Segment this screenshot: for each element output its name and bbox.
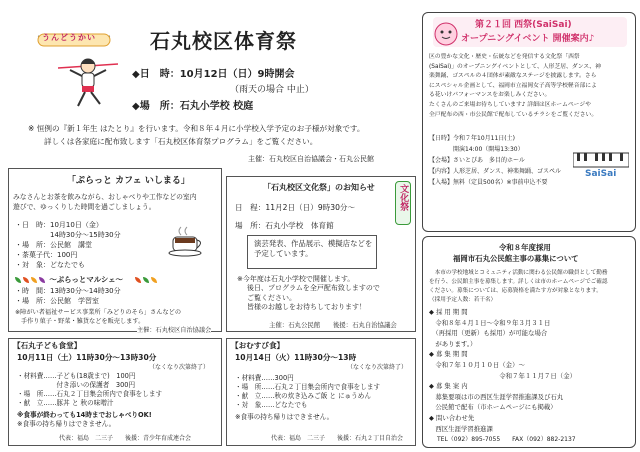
sports-place: ◆場 所：石丸小学校 校庭 [132,101,254,112]
cafe-section [8,168,222,332]
saisai-details [429,133,561,188]
culture-title: 「石丸校区文化祭」のお知らせ [263,183,375,192]
kids-date-note: （なくなり次第終了） [149,364,210,371]
recruit-body-line: 本市の学校地域とコミュニティ活動に関わる公民館の職員として勤務 [429,270,608,276]
omusubi-date: 10月14日（火）11時30分～13時 [235,353,357,362]
kids-date: 10月11日（土）11時30分～13時30分 [17,353,157,362]
saisai-detail: 【内容】人形芝居、ダンス、神楽舞踊、ゴスペル [429,168,562,175]
recruit-item: ◆ 採 用 期 間 [429,308,468,316]
cafe-details [15,221,121,271]
vegetable-icon [39,277,45,283]
culture-note: ご覧ください。 [247,293,296,302]
sports-note-2: 詳しくは各家庭に配布致します「石丸校区体育祭プログラム」をご覧ください。 [44,137,318,146]
coffee-cup-icon [167,225,207,260]
culture-program-line: 予定しています。 [254,248,313,258]
marche-details [15,287,121,307]
cafe-item: ・日 時：10月10日（金） [15,221,103,229]
recruit-item: ◆ 募 集 案 内 [429,382,468,391]
saisai-detail: 開演14:00（開場13:30） [429,146,524,153]
culture-program-line: 演芸発表、作品展示、模擬店などを [254,239,373,248]
culture-note: 皆様のお越しをお待ちしております！ [247,303,366,312]
recruit-item: 令和７年１１月７日（金） [429,371,576,380]
kids-item: ・場 所……石丸２丁目集会所内で食事をします [17,390,163,398]
culture-notes [237,275,380,313]
saisai-detail: 【会場】さいとぴあ 多目的ホール [429,157,525,164]
kids-item: ・材料費……子ども(18歳まで) 100円 [17,372,136,380]
vegetable-icon [151,277,157,283]
recruit-item: 令和８年４月１日～令和９年３月３１日 [429,318,551,327]
omusubi-section [226,338,416,446]
sports-note-1: ※ 恒例の『新１年生 はたとり』を行います。令和８年４月に小学校入学予定のお子様が対象です。 [28,124,365,133]
recruit-item: ◆ 問い合わせ先 [429,413,475,422]
vegetable-icon [135,277,141,283]
recruit-body-line: （採用予定人数：若干名） [429,297,497,303]
omusubi-sponsor: 代表：福島 二三子 後援：石丸２丁目自治会 [271,435,404,442]
omusubi-date-note: （なくなり次第終了） [347,364,408,371]
recruit-item: （再採用（更新）も採用）が可能な場合 [429,329,548,338]
omusubi-item: ・献 立……秋の炊き込みご飯 と にゅうめん [235,392,371,400]
recruit-item: ◆ 募 集 期 間 [429,350,468,359]
saisai-body-line: にスペシャル企画として、福岡市立福岡女子高等学校軽音部によ [429,82,597,89]
marche-note-2: 手作り菓子・野菜・雑貨などを販売します。 [21,318,145,325]
recruit-title-2: 福岡市石丸公民館主事の募集について [453,254,579,263]
omusubi-item: ・材料費……300円 [235,374,294,382]
recruit-body-line: ください。募集については、応募資格を満たす方が対象となります。 [429,288,602,294]
recruit-items [429,307,576,434]
kids-cafeteria-section [8,338,222,446]
sports-sponsor: 主催：石丸校区自治協議会・石丸公民館 [248,155,374,163]
recruit-item: 募集要項は市の西区生涯学習推進課及び石丸 [429,392,564,401]
cafe-intro-2: 遊びで、ゆっくりした時間を過ごしましょう。 [13,203,156,211]
cafe-sponsor: 主催：石丸校区自治協議会 [137,327,212,334]
saisai-title-2: オープニングイベント 開催案内♪ [461,34,595,44]
vegetable-icon [31,277,37,283]
marche-item: ・時 間：13時30分～14時30分 [15,287,121,295]
saisai-logo [573,151,629,181]
omusubi-item: ・場 所……石丸２丁目集会所内で食事をします [235,383,381,391]
runner-illustration [58,54,118,110]
saisai-body-line: 区の豊かな文化・歴史・伝統などを発信する文化祭「西祭 [429,54,580,60]
vegetable-icon [15,277,21,283]
marche-title: ～ぷらっとマルシェ～ [49,275,123,284]
kids-item: 付き添いの保護者 300円 [17,381,136,389]
kids-note-2: ※食事の持ち帰りはできません。 [17,420,116,428]
saisai-title-1: 第２１回 西祭(SaiSai) [475,20,572,30]
recruit-item: があります。） [429,339,477,348]
banner-text: うんどうかい [42,33,96,42]
sports-day-section [8,10,418,165]
runner-icon [58,54,118,110]
recruit-item: 西区生涯学習推進課 [429,424,493,433]
saisai-detail: 【日時】令和７年10月11日(土) [429,135,515,142]
omusubi-item: ・対 象……どなたでも [235,401,308,409]
saisai-body-line: 全戸配布の西・市公民館で配布しているチラシをご覧ください。 [429,111,598,118]
recruit-item: 公民館で配布（市ホームページにも掲載） [429,403,557,412]
recruit-item: 令和７年１０月１０日（金）～ [429,360,525,369]
recruit-contact: TEL（092）895-7055 FAX（092）882-2137 [437,436,576,443]
omusubi-note-1: ※食事の持ち帰りはできません。 [235,413,334,421]
culture-note: ※今年度は石丸小学校で開催します。 [237,275,355,283]
mascot-icon [433,21,459,50]
omusubi-details [235,374,380,410]
cafe-item: ・場 所：公民館 講堂 [15,241,92,249]
saisai-detail: 【入場】無料（定員500名）※事前申込不要 [429,179,548,186]
sports-rain-note: （雨天の場合 中止） [230,85,314,95]
cafe-item: 14時30分～15時30分 [15,231,121,239]
saisai-body-line: る花いけパフォーマンスをお楽しみください。 [429,92,551,99]
saisai-section [422,12,636,232]
kids-item: ・献 立……豚丼 と 秋の味噌汁 [17,399,114,407]
omusubi-title: 【おむすび食】 [231,341,285,350]
kids-title: 【石丸子ども食堂】 [13,341,82,350]
recruit-body-line: を行う、公民館主事を募集します。詳しくは市のホームページでご確認 [429,279,608,285]
culture-note: 後日、プログラムを全戸配布致しますので [247,284,380,293]
cafe-item: ・茶菓子代：100円 [15,251,78,259]
sports-banner [36,32,112,54]
recruit-section [422,236,636,448]
marche-row [15,275,159,285]
culture-place: 場 所：石丸小学校 体育館 [235,221,334,230]
kids-sponsor: 代表：福島 二三子 後援：青少年育成連合会 [59,435,192,442]
culture-date: 日 程：11月2日（日）9時30分～ [235,203,356,212]
vegetable-icon [23,277,29,283]
sports-date: ◆日 時：10月12日（日）9時開会 [132,69,295,80]
culture-badge [395,181,411,225]
sports-title: 石丸校区体育祭 [150,29,297,53]
saisai-body-line: (SaiSai)」のオープニングイベントとして、人形芝居、ダンス、神 [429,63,601,70]
marche-item: ・場 所：公民館 学習室 [15,297,99,305]
kids-details [17,372,162,408]
saisai-body [429,53,601,120]
culture-sponsor: 主催：石丸公民館 後援：石丸自治協議会 [269,321,397,329]
saisai-body-line: たくさんのご来場お待ちしています♪ 詳細は区ホームページや [429,101,591,108]
culture-badge-text: 文化祭 [398,184,409,211]
saisai-body-line: 楽舞踊、ゴスペルの４団体が素敵なステージを披露します。さら [429,73,597,80]
recruit-title-1: 令和８年度採用 [499,243,551,252]
kids-note-1: ※食事が終わっても14時までおしゃべりOK! [17,411,152,419]
cafe-item: ・対 象：どなたでも [15,261,85,269]
cafe-intro-1: みなさんとお茶を飲みながら、おしゃべりや工作などの室内 [13,193,197,201]
marche-note-1: ※障がい者福祉サービス事業所「みどりのそら」さんなどの [15,309,182,316]
culture-festival-section [226,176,416,332]
saisai-logo-text: SaiSai [585,169,617,179]
vegetable-icon [143,277,149,283]
cafe-title: 「ぷらっと カフェ いしまる」 [67,176,190,186]
recruit-body [429,269,607,305]
culture-program-box [247,235,377,269]
